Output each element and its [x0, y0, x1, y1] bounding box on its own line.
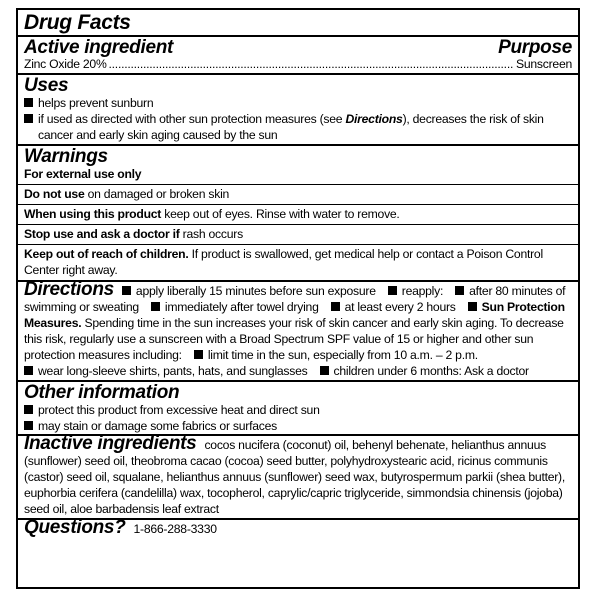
active-purpose: Sunscreen — [515, 57, 572, 71]
uses-section — [18, 73, 578, 143]
inactive-section — [18, 434, 578, 518]
other-info-heading: Other information — [24, 382, 180, 403]
purpose-heading: Purpose — [498, 37, 572, 58]
directions-reference: Directions — [345, 112, 403, 126]
bullet-square-icon — [194, 350, 203, 359]
list-item: may stain or damage some fabrics or surfaces — [24, 418, 572, 434]
external-use-text: For external use only — [24, 167, 142, 181]
page-title: Drug Facts — [24, 11, 131, 34]
list-item: protect this product from excessive heat and direct sun — [24, 402, 572, 418]
directions-text: Directions apply liberally 15 minutes before sun exposure reapply: after 80 minutes of swimming or sweating immediately after towel drying at least every 2 hours Sun Protection Measures. Spending time in the sun increases your risk of skin cancer and early skin aging. To decrease this risk, regularly use a sunscreen with a Broad Spectrum SPF value of 15 or higher and other sun protection measures including: limit time in the sun, especially from 10 a.m. – 2 p.m. wear long-sleeve shirts, pants, hats, and sunglasses children under 6 months: Ask a doctor — [24, 279, 566, 378]
bullet-square-icon — [468, 302, 477, 311]
bullet-square-icon — [455, 286, 464, 295]
phone-number: 1-866-288-3330 — [133, 522, 217, 536]
bullet-square-icon — [24, 98, 33, 107]
drug-facts-panel — [16, 8, 580, 589]
keep-out-row: Keep out of reach of children. If product is swallowed, get medical help or contact a Poison Control Center right away. — [18, 244, 578, 280]
list-item: if used as directed with other sun protection measures (see Directions), decreases the risk of skin cancer and early skin aging caused by the sun — [24, 111, 572, 143]
bullet-square-icon — [151, 302, 160, 311]
bullet-square-icon — [122, 286, 131, 295]
questions-heading: Questions? — [24, 517, 126, 538]
uses-heading: Uses — [24, 75, 69, 96]
active-ingredient: Zinc Oxide 20% — [24, 57, 107, 71]
questions-section — [18, 518, 578, 537]
directions-section — [18, 280, 578, 380]
bullet-square-icon — [24, 366, 33, 375]
directions-heading: Directions — [24, 279, 114, 300]
bullet-square-icon — [24, 114, 33, 123]
stop-use-row: Stop use and ask a doctor if rash occurs — [18, 224, 578, 244]
when-using-row: When using this product keep out of eyes. Rinse with water to remove. — [18, 204, 578, 224]
warnings-section — [18, 144, 578, 280]
do-not-use-row: Do not use on damaged or broken skin — [18, 184, 578, 204]
title-section — [18, 10, 578, 35]
bullet-square-icon — [388, 286, 397, 295]
inactive-heading: Inactive ingredients — [24, 433, 197, 454]
bullet-square-icon — [24, 421, 33, 430]
inactive-text: Inactive ingredients cocos nucifera (coconut) oil, behenyl behenate, helianthus annuus (sunflower) seed oil, theobroma cacao (cocoa) seed butter, polyhydroxystearic acid, ricinus communis (castor) seed oil, squalane, helianthus annuus (sunflower) seed wax, butyrospermum parkii (shea butter), euphorbia cerifera (candelilla) wax, tocopherol, caprylic/capric triglyceride, simmondsia chinensis (jojoba) seed oil, aloe barbadensis leaf extract — [24, 433, 565, 516]
leader-dots — [109, 56, 514, 72]
active-section — [18, 35, 578, 72]
warnings-heading: Warnings — [24, 146, 108, 167]
other-info-section — [18, 380, 578, 434]
bullet-square-icon — [320, 366, 329, 375]
bullet-square-icon — [331, 302, 340, 311]
bullet-square-icon — [24, 405, 33, 414]
active-heading: Active ingredient — [24, 37, 174, 58]
list-item: helps prevent sunburn — [24, 95, 572, 111]
